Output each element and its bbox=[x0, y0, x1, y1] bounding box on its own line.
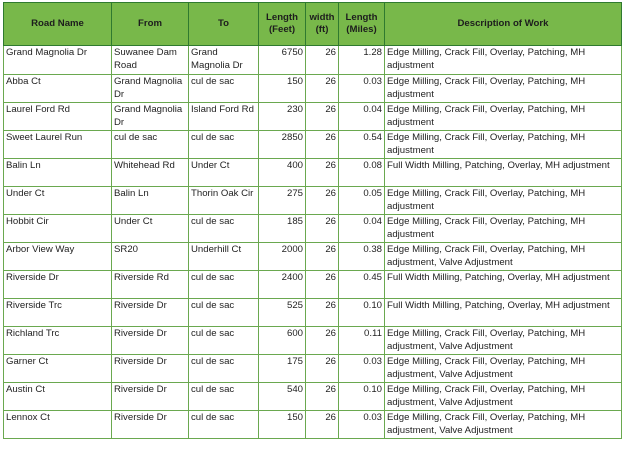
cell-length-feet[interactable]: 150 bbox=[259, 411, 306, 439]
cell-from[interactable]: SR20 bbox=[112, 243, 189, 271]
cell-length-miles[interactable]: 0.04 bbox=[339, 103, 385, 131]
road-work-table bbox=[3, 2, 622, 439]
cell-length-feet[interactable]: 400 bbox=[259, 159, 306, 187]
cell-from[interactable]: Suwanee Dam Road bbox=[112, 46, 189, 75]
cell-to[interactable]: Grand Magnolia Dr bbox=[189, 46, 259, 75]
header-width-ft[interactable]: width (ft) bbox=[306, 3, 339, 46]
cell-road[interactable]: Balin Ln bbox=[4, 159, 112, 187]
cell-from[interactable]: Riverside Dr bbox=[112, 383, 189, 411]
cell-from[interactable]: Riverside Dr bbox=[112, 299, 189, 327]
cell-to[interactable]: Under Ct bbox=[189, 159, 259, 187]
table-row bbox=[4, 187, 622, 215]
table-row bbox=[4, 411, 622, 439]
cell-width[interactable]: 26 bbox=[306, 383, 339, 411]
cell-width[interactable]: 26 bbox=[306, 327, 339, 355]
cell-from[interactable]: Riverside Dr bbox=[112, 411, 189, 439]
cell-width[interactable]: 26 bbox=[306, 131, 339, 159]
cell-length-miles[interactable]: 0.45 bbox=[339, 271, 385, 299]
cell-length-feet[interactable]: 600 bbox=[259, 327, 306, 355]
cell-length-miles[interactable]: 0.05 bbox=[339, 187, 385, 215]
cell-road[interactable]: Arbor View Way bbox=[4, 243, 112, 271]
header-description[interactable]: Description of Work bbox=[385, 3, 622, 46]
cell-road[interactable]: Grand Magnolia Dr bbox=[4, 46, 112, 75]
cell-length-miles[interactable]: 0.10 bbox=[339, 383, 385, 411]
cell-length-feet[interactable]: 275 bbox=[259, 187, 306, 215]
cell-length-feet[interactable]: 150 bbox=[259, 75, 306, 103]
cell-length-miles[interactable]: 0.08 bbox=[339, 159, 385, 187]
cell-from[interactable]: Whitehead Rd bbox=[112, 159, 189, 187]
table-row bbox=[4, 103, 622, 131]
cell-length-miles[interactable]: 0.38 bbox=[339, 243, 385, 271]
table-row bbox=[4, 75, 622, 103]
table-row bbox=[4, 215, 622, 243]
cell-length-feet[interactable]: 185 bbox=[259, 215, 306, 243]
cell-width[interactable]: 26 bbox=[306, 243, 339, 271]
cell-from[interactable]: Riverside Dr bbox=[112, 327, 189, 355]
cell-road[interactable]: Riverside Dr bbox=[4, 271, 112, 299]
cell-length-feet[interactable]: 175 bbox=[259, 355, 306, 383]
cell-length-feet[interactable]: 230 bbox=[259, 103, 306, 131]
table-row bbox=[4, 159, 622, 187]
cell-width[interactable]: 26 bbox=[306, 271, 339, 299]
cell-length-miles[interactable]: 1.28 bbox=[339, 46, 385, 75]
header-road-name[interactable]: Road Name bbox=[4, 3, 112, 46]
cell-description[interactable]: Edge Milling, Crack Fill, Overlay, Patching, MH adjustment, Valve Adjustment bbox=[385, 243, 622, 271]
cell-description[interactable]: Full Width Milling, Patching, Overlay, MH adjustment bbox=[385, 299, 622, 327]
table-row bbox=[4, 46, 622, 75]
table-body bbox=[4, 46, 622, 439]
header-to[interactable]: To bbox=[189, 3, 259, 46]
cell-length-miles[interactable]: 0.04 bbox=[339, 215, 385, 243]
cell-to[interactable]: cul de sac bbox=[189, 411, 259, 439]
cell-from[interactable]: Riverside Dr bbox=[112, 355, 189, 383]
cell-length-miles[interactable]: 0.10 bbox=[339, 299, 385, 327]
cell-description[interactable]: Edge Milling, Crack Fill, Overlay, Patching, MH adjustment bbox=[385, 215, 622, 243]
cell-road[interactable]: Riverside Trc bbox=[4, 299, 112, 327]
cell-from[interactable]: Under Ct bbox=[112, 215, 189, 243]
cell-width[interactable]: 26 bbox=[306, 355, 339, 383]
header-from[interactable]: From bbox=[112, 3, 189, 46]
cell-length-miles[interactable]: 0.03 bbox=[339, 355, 385, 383]
table-row bbox=[4, 327, 622, 355]
cell-to[interactable]: Underhill Ct bbox=[189, 243, 259, 271]
cell-road[interactable]: Laurel Ford Rd bbox=[4, 103, 112, 131]
cell-width[interactable]: 26 bbox=[306, 299, 339, 327]
cell-road[interactable]: Garner Ct bbox=[4, 355, 112, 383]
cell-to[interactable]: cul de sac bbox=[189, 271, 259, 299]
header-length-miles[interactable]: Length (Miles) bbox=[339, 3, 385, 46]
table-row bbox=[4, 355, 622, 383]
cell-road[interactable]: Under Ct bbox=[4, 187, 112, 215]
cell-road[interactable]: Richland Trc bbox=[4, 327, 112, 355]
cell-description[interactable]: Edge Milling, Crack Fill, Overlay, Patching, MH adjustment bbox=[385, 103, 622, 131]
table-row bbox=[4, 131, 622, 159]
cell-to[interactable]: cul de sac bbox=[189, 215, 259, 243]
cell-width[interactable]: 26 bbox=[306, 411, 339, 439]
table-row bbox=[4, 271, 622, 299]
cell-from[interactable]: Balin Ln bbox=[112, 187, 189, 215]
cell-length-miles[interactable]: 0.54 bbox=[339, 131, 385, 159]
cell-width[interactable]: 26 bbox=[306, 187, 339, 215]
cell-length-miles[interactable]: 0.11 bbox=[339, 327, 385, 355]
cell-length-feet[interactable]: 2400 bbox=[259, 271, 306, 299]
cell-length-feet[interactable]: 2850 bbox=[259, 131, 306, 159]
cell-to[interactable]: cul de sac bbox=[189, 75, 259, 103]
cell-road[interactable]: Lennox Ct bbox=[4, 411, 112, 439]
cell-to[interactable]: cul de sac bbox=[189, 327, 259, 355]
cell-from[interactable]: cul de sac bbox=[112, 131, 189, 159]
cell-road[interactable]: Austin Ct bbox=[4, 383, 112, 411]
cell-to[interactable]: Island Ford Rd bbox=[189, 103, 259, 131]
cell-to[interactable]: cul de sac bbox=[189, 299, 259, 327]
cell-description[interactable]: Edge Milling, Crack Fill, Overlay, Patching, MH adjustment bbox=[385, 46, 622, 75]
cell-length-miles[interactable]: 0.03 bbox=[339, 75, 385, 103]
cell-length-feet[interactable]: 540 bbox=[259, 383, 306, 411]
cell-description[interactable]: Full Width Milling, Patching, Overlay, MH adjustment bbox=[385, 159, 622, 187]
cell-length-feet[interactable]: 6750 bbox=[259, 46, 306, 75]
table-row bbox=[4, 243, 622, 271]
cell-to[interactable]: Thorin Oak Cir bbox=[189, 187, 259, 215]
cell-road[interactable]: Abba Ct bbox=[4, 75, 112, 103]
cell-from[interactable]: Grand Magnolia Dr bbox=[112, 103, 189, 131]
cell-to[interactable]: cul de sac bbox=[189, 383, 259, 411]
table-row bbox=[4, 383, 622, 411]
spreadsheet bbox=[3, 2, 622, 439]
cell-description[interactable]: Edge Milling, Crack Fill, Overlay, Patching, MH adjustment, Valve Adjustment bbox=[385, 355, 622, 383]
cell-width[interactable]: 26 bbox=[306, 159, 339, 187]
cell-length-feet[interactable]: 525 bbox=[259, 299, 306, 327]
cell-from[interactable]: Grand Magnolia Dr bbox=[112, 75, 189, 103]
cell-from[interactable]: Riverside Rd bbox=[112, 271, 189, 299]
cell-width[interactable]: 26 bbox=[306, 75, 339, 103]
cell-description[interactable]: Edge Milling, Crack Fill, Overlay, Patching, MH adjustment bbox=[385, 131, 622, 159]
cell-description[interactable]: Edge Milling, Crack Fill, Overlay, Patching, MH adjustment, Valve Adjustment bbox=[385, 383, 622, 411]
header-length-feet[interactable]: Length (Feet) bbox=[259, 3, 306, 46]
header-row bbox=[4, 3, 622, 46]
cell-length-feet[interactable]: 2000 bbox=[259, 243, 306, 271]
cell-description[interactable]: Full Width Milling, Patching, Overlay, MH adjustment bbox=[385, 271, 622, 299]
cell-description[interactable]: Edge Milling, Crack Fill, Overlay, Patching, MH adjustment, Valve Adjustment bbox=[385, 411, 622, 439]
table-row bbox=[4, 299, 622, 327]
cell-width[interactable]: 26 bbox=[306, 103, 339, 131]
cell-to[interactable]: cul de sac bbox=[189, 131, 259, 159]
cell-road[interactable]: Sweet Laurel Run bbox=[4, 131, 112, 159]
cell-description[interactable]: Edge Milling, Crack Fill, Overlay, Patching, MH adjustment, Valve Adjustment bbox=[385, 327, 622, 355]
cell-description[interactable]: Edge Milling, Crack Fill, Overlay, Patching, MH adjustment bbox=[385, 75, 622, 103]
cell-length-miles[interactable]: 0.03 bbox=[339, 411, 385, 439]
cell-to[interactable]: cul de sac bbox=[189, 355, 259, 383]
cell-road[interactable]: Hobbit Cir bbox=[4, 215, 112, 243]
cell-width[interactable]: 26 bbox=[306, 46, 339, 75]
cell-width[interactable]: 26 bbox=[306, 215, 339, 243]
cell-description[interactable]: Edge Milling, Crack Fill, Overlay, Patching, MH adjustment bbox=[385, 187, 622, 215]
